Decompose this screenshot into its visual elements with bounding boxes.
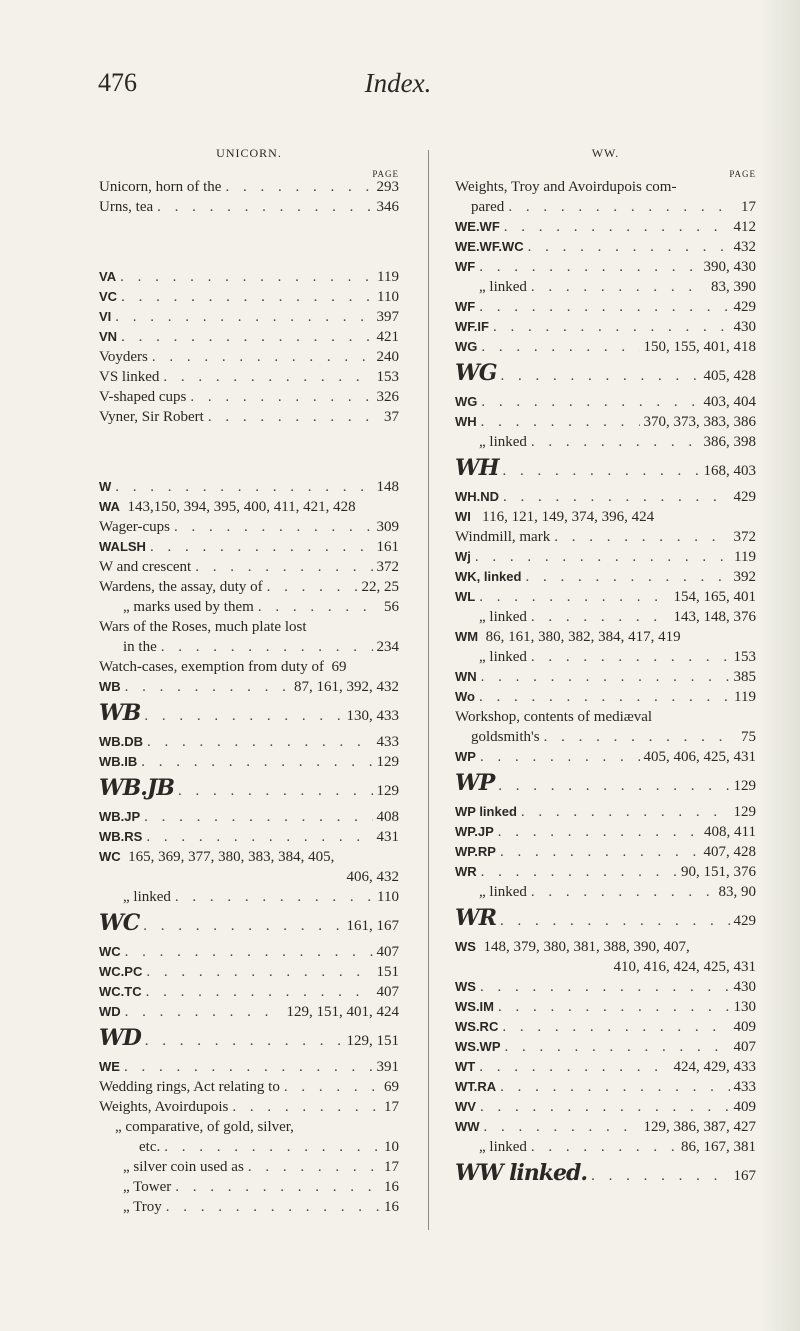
index-entry: WP linked . . . 129	[455, 802, 756, 822]
index-entry: „ linked . . . 143, 148, 376	[455, 607, 756, 627]
index-entry: WS . . . 430	[455, 977, 756, 997]
index-entry: WS 148, 379, 380, 381, 388, 390, 407,	[455, 939, 690, 955]
index-entry-mark: WW linked. . . . 167	[455, 1163, 756, 1186]
page-edge-shade	[760, 0, 800, 1331]
index-entry: WF . . . 390, 430	[455, 257, 756, 277]
index-entry: Wj . . . 119	[455, 547, 756, 567]
index-entry: WI 116, 121, 149, 374, 396, 424	[455, 509, 655, 525]
index-entry: WB.DB . . . 433	[99, 732, 399, 752]
index-entry: etc. . . . 10	[99, 1137, 399, 1157]
index-entry-mark: WP . . . 129	[455, 773, 756, 796]
index-entry: WH.ND . . . 429	[455, 487, 756, 507]
index-entry: WL . . . 154, 165, 401	[455, 587, 756, 607]
index-entry-mark: WR . . . 429	[455, 908, 756, 931]
index-entry: WE . . . 391	[99, 1057, 399, 1077]
index-entry: WS.IM . . . 130	[455, 997, 756, 1017]
index-entry: WC . . . 407	[99, 942, 399, 962]
index-column-left	[99, 146, 399, 1217]
index-entry: „ comparative, of gold, silver,	[115, 1119, 294, 1135]
index-entry: Wo . . . 119	[455, 687, 756, 707]
index-entry: WA 143,150, 394, 395, 400, 411, 421, 428	[99, 499, 356, 515]
index-entry: VN . . . 421	[99, 327, 399, 347]
section-heading: WW.	[591, 146, 620, 160]
index-entry: „ linked . . . 153	[455, 647, 756, 667]
index-entry: goldsmith's . . . 75	[455, 727, 756, 747]
index-entry: in the . . . 234	[99, 637, 399, 657]
index-entry: Wedding rings, Act relating to . . . 69	[99, 1077, 399, 1097]
index-entry: „ silver coin used as . . . 17	[99, 1157, 399, 1177]
index-entry: WB.IB . . . 129	[99, 752, 399, 772]
index-entry: Wager-cups . . . 309	[99, 517, 399, 537]
index-entry: „ linked . . . 83, 390	[455, 277, 756, 297]
index-entry: Voyders . . . 240	[99, 347, 399, 367]
index-entry: VA . . . 119	[99, 267, 399, 287]
index-entry: „ linked . . . 86, 167, 381	[455, 1137, 756, 1157]
index-entry: V-shaped cups . . . 326	[99, 387, 399, 407]
index-entry: WG . . . 403, 404	[455, 392, 756, 412]
index-entry: Urns, tea . . . 346	[99, 197, 399, 217]
index-column-right	[455, 146, 756, 1192]
index-entry: VS linked . . . 153	[99, 367, 399, 387]
index-entry: Vyner, Sir Robert . . . 37	[99, 407, 399, 427]
page-column-label: PAGE	[372, 169, 399, 179]
page-column-label: PAGE	[729, 169, 756, 179]
running-title: Index.	[364, 68, 432, 98]
index-entry: WF.IF . . . 430	[455, 317, 756, 337]
index-entry: WP . . . 405, 406, 425, 431	[455, 747, 756, 767]
index-entry: Workshop, contents of mediæval	[455, 709, 653, 725]
index-entry: Wardens, the assay, duty of . . . 22, 25	[99, 577, 399, 597]
index-entry: W . . . 148	[99, 477, 399, 497]
index-entry: WE.WF.WC . . . 432	[455, 237, 756, 257]
index-entry: Unicorn, horn of the . . . 293	[99, 177, 399, 197]
index-entry-mark: WB.JB . . . 129	[99, 778, 399, 801]
index-entry: WH . . . 370, 373, 383, 386	[455, 412, 756, 432]
index-entry-mark: WC . . . 161, 167	[99, 913, 399, 936]
index-entry: „ linked . . . 110	[99, 887, 399, 907]
index-entry-mark: WH . . . 168, 403	[455, 458, 756, 481]
index-entry: Windmill, mark . . . 372	[455, 527, 756, 547]
index-entry: WC 165, 369, 377, 380, 383, 384, 405,	[99, 849, 335, 865]
index-entry: WD . . . 129, 151, 401, 424	[99, 1002, 399, 1022]
index-entry: WS.RC . . . 409	[455, 1017, 756, 1037]
index-entry: „ Tower . . . 16	[99, 1177, 399, 1197]
page-header	[98, 68, 698, 108]
index-entry: WP.JP . . . 408, 411	[455, 822, 756, 842]
index-entry: WB . . . 87, 161, 392, 432	[99, 677, 399, 697]
page-number: 476	[98, 68, 137, 97]
index-entry: Watch-cases, exemption from duty of 69	[99, 659, 347, 675]
index-entry: Wars of the Roses, much plate lost	[99, 619, 307, 635]
index-entry: WN . . . 385	[455, 667, 756, 687]
index-entry-mark: WD . . . 129, 151	[99, 1028, 399, 1051]
section-heading: UNICORN.	[216, 146, 282, 160]
index-entry: „ linked . . . 83, 90	[455, 882, 756, 902]
index-entry: WT . . . 424, 429, 433	[455, 1057, 756, 1077]
index-entry: WV . . . 409	[455, 1097, 756, 1117]
index-entry: „ Troy . . . 16	[99, 1197, 399, 1217]
index-entry-continued: 406, 432	[346, 869, 399, 885]
index-entry: WE.WF . . . 412	[455, 217, 756, 237]
index-entry: WS.WP . . . 407	[455, 1037, 756, 1057]
index-entry: WK, linked . . . 392	[455, 567, 756, 587]
index-entry: „ linked . . . 386, 398	[455, 432, 756, 452]
index-entry: VC . . . 110	[99, 287, 399, 307]
index-entry: WC.TC . . . 407	[99, 982, 399, 1002]
index-entry: WG . . . 150, 155, 401, 418	[455, 337, 756, 357]
index-entry: WT.RA . . . 433	[455, 1077, 756, 1097]
index-entry: WB.RS . . . 431	[99, 827, 399, 847]
index-entry: WC.PC . . . 151	[99, 962, 399, 982]
index-entry: WM 86, 161, 380, 382, 384, 417, 419	[455, 629, 681, 645]
index-entry: WF . . . 429	[455, 297, 756, 317]
index-entry: W and crescent . . . 372	[99, 557, 399, 577]
index-entry: WW . . . 129, 386, 387, 427	[455, 1117, 756, 1137]
index-entry-mark: WG . . . 405, 428	[455, 363, 756, 386]
index-entry: WALSH . . . 161	[99, 537, 399, 557]
index-entry: Weights, Troy and Avoirdupois com-	[455, 179, 677, 195]
index-entry: VI . . . 397	[99, 307, 399, 327]
column-divider	[428, 150, 429, 1230]
index-entry-continued: 410, 416, 424, 425, 431	[613, 959, 756, 975]
index-entry: WP.RP . . . 407, 428	[455, 842, 756, 862]
index-entry-mark: WB . . . 130, 433	[99, 703, 399, 726]
index-entry: „ marks used by them . . . 56	[99, 597, 399, 617]
index-entry: WR . . . 90, 151, 376	[455, 862, 756, 882]
index-entry: WB.JP . . . 408	[99, 807, 399, 827]
index-entry: Weights, Avoirdupois . . . 17	[99, 1097, 399, 1117]
index-entry: pared . . . 17	[455, 197, 756, 217]
